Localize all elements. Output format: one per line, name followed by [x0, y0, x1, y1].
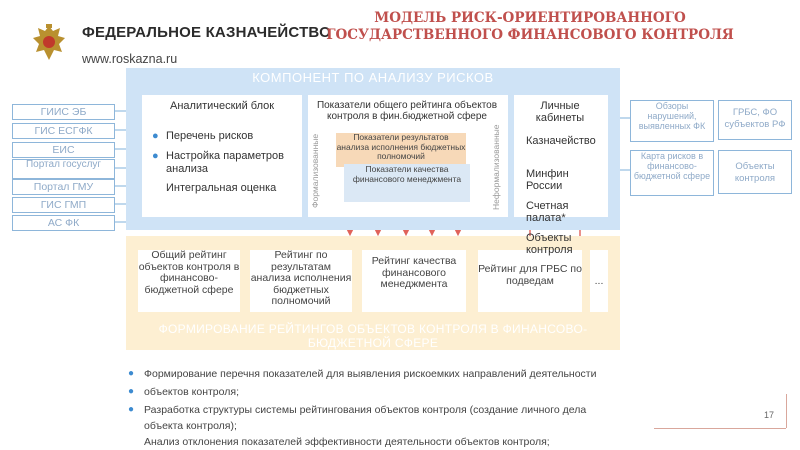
source-giis-eb: ГИИС ЭБ: [12, 104, 115, 120]
analytic-item-1-label: Перечень рисков: [166, 130, 254, 142]
ratings-caption: ФОРМИРОВАНИЕ РЕЙТИНГОВ ОБЪЕКТОВ КОНТРОЛЯ В ФИНАНСОВО-БЮДЖЕТНОЙ СФЕРЕ: [158, 322, 588, 350]
source-portal-gosuslug: Портал госуслуг: [12, 159, 115, 179]
rating-budget-execution: Рейтинг по результатам анализа исполнения бюджетных полномочий: [250, 250, 352, 312]
risk-map-box: Карта рисков в финансово-бюджетной сфере: [630, 150, 714, 196]
bullet-icon: ●: [128, 368, 135, 379]
control-objects-box: Объекты контроля: [718, 150, 792, 194]
grbs-box: ГРБС, ФО субъектов РФ: [718, 100, 792, 140]
cabinets-heading: Личные кабинеты: [535, 100, 585, 124]
analytic-item-2-label: Настройка параметров анализа: [166, 150, 284, 175]
execution-indicators-box: Показатели результатов анализа исполнения бюджетных полномочий: [336, 133, 466, 167]
rating-general: Общий рейтинг объектов контроля в финансово-бюджетной сфере: [138, 250, 240, 312]
source-gis-gmp: ГИС ГМП: [12, 197, 115, 213]
cabinet-accounts-chamber: Счетная палата*: [526, 200, 569, 224]
rating-fin-management: Рейтинг качества финансового менеджмента: [362, 250, 466, 312]
risk-component-title: КОМПОНЕНТ ПО АНАЛИЗУ РИСКОВ: [252, 70, 494, 85]
title-line-2: ГОСУДАРСТВЕННОГО ФИНАНСОВОГО КОНТРОЛЯ: [326, 27, 734, 43]
analytic-item-3-label: Интегральная оценка: [166, 182, 277, 194]
source-gis-esgfk: ГИС ЕСГФК: [12, 123, 115, 139]
cabinet-minfin: Минфин России: [526, 168, 569, 192]
cabinet-control-objects: Объекты контроля: [526, 232, 573, 256]
right-connector-lines: [620, 118, 630, 170]
cabinet-treasury: Казначейство: [526, 135, 596, 147]
analytic-heading: Аналитический блок: [170, 100, 275, 112]
page-divider-vertical: [786, 394, 787, 428]
title-line-1: МОДЕЛЬ РИСК-ОРИЕНТИРОВАННОГО: [374, 10, 686, 26]
source-portal-gmu: Портал ГМУ: [12, 179, 115, 195]
bottom-line-4: объекта контроля);: [144, 420, 237, 432]
reviews-box: Обзоры нарушений, выявленных ФК: [630, 100, 714, 142]
bottom-line-2: ● объектов контроля;: [128, 386, 239, 398]
org-url[interactable]: www.roskazna.ru: [82, 52, 178, 66]
source-eis: ЕИС: [12, 142, 115, 158]
source-as-fk: АС ФК: [12, 215, 115, 231]
rating-more: ...: [590, 250, 608, 312]
formalized-label: Формализованные: [310, 133, 320, 208]
indicators-heading: Показатели общего рейтинга объектов контроля в фин.бюджетной сфере: [316, 100, 498, 122]
bottom-line-5: Анализ отклонения показателей эффективности деятельности объектов контроля;: [144, 436, 550, 448]
analytic-item-2: [152, 150, 296, 176]
page-divider: [654, 428, 786, 429]
rating-grbs: Рейтинг для ГРБС по подведам: [478, 250, 582, 312]
bullet-icon: ●: [152, 150, 159, 162]
page-number: 17: [764, 410, 775, 420]
org-name: ФЕДЕРАЛЬНОЕ КАЗНАЧЕЙСТВО: [82, 24, 331, 41]
bullet-icon: ●: [128, 386, 135, 397]
bullet-icon: ●: [152, 130, 159, 142]
bottom-line-3: ● Разработка структуры системы рейтингования объектов контроля (создание личного дела: [128, 404, 587, 416]
analytic-item-3: [166, 182, 296, 195]
analytic-item-1: [152, 130, 296, 143]
non-formalized-label: Неформализованные: [491, 124, 501, 210]
fin-management-indicators-box: Показатели качества финансового менеджмента: [344, 164, 470, 202]
bottom-line-1: ● Формирование перечня показателей для выявления рискоемких направлений деятельности: [128, 368, 597, 380]
bullet-icon: ●: [128, 404, 135, 415]
